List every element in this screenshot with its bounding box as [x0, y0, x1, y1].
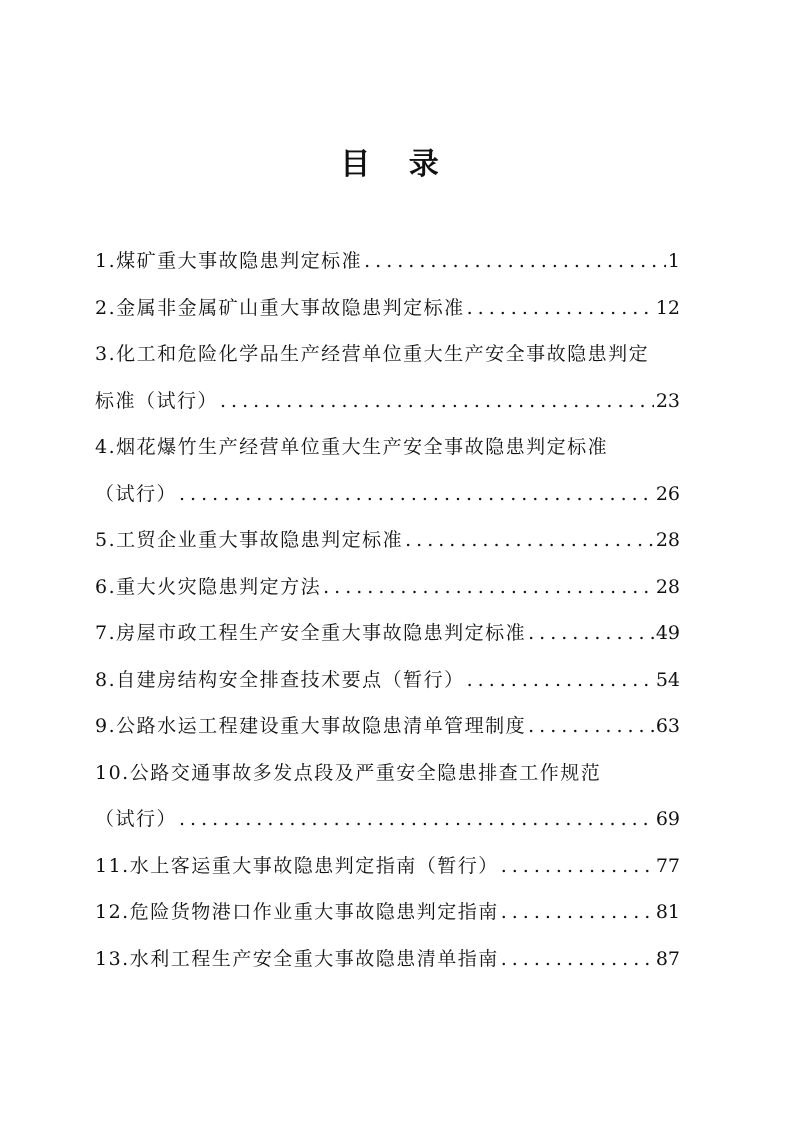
toc-entry-page: 28 [655, 529, 680, 551]
toc-entry-title: 7.房屋市政工程生产安全重大事故隐患判定标准 [95, 622, 527, 644]
leader-dots [179, 796, 654, 843]
leader-dots [220, 378, 654, 425]
toc-entry-title: 标准（试行） [95, 389, 219, 412]
toc-entry-title: 11.水上客运重大事故隐患判定指南（暂行） [95, 854, 499, 877]
toc-entry[interactable] [95, 564, 680, 611]
toc-entry[interactable] [95, 285, 680, 332]
toc-entry-title: 2.金属非金属矿山重大事故隐患判定标准 [95, 296, 465, 319]
toc-entry-page: 1 [667, 250, 680, 272]
toc-entry-title: 5.工贸企业重大事故隐患判定标准 [95, 529, 404, 551]
toc-entry-title: 10.公路交通事故多发点段及严重安全隐患排查工作规范 [95, 761, 602, 784]
toc-entry-page: 63 [655, 715, 680, 737]
leader-dots [405, 517, 654, 564]
toc-entry-page: 54 [655, 668, 680, 691]
toc-entry[interactable] [95, 936, 680, 983]
toc-entry-continuation[interactable] [95, 378, 680, 425]
toc-entry[interactable] [95, 424, 680, 471]
toc-entry-title: （试行） [95, 482, 178, 505]
toc-entry-page: 87 [655, 947, 680, 970]
toc-entry-title: 8.自建房结构安全排查技术要点（暂行） [95, 668, 465, 691]
toc-entry-title: 4.烟花爆竹生产经营单位重大生产安全事故隐患判定标准 [95, 436, 609, 458]
toc-entry-page: 26 [655, 482, 680, 505]
toc-entry-page: 69 [655, 808, 680, 830]
toc-entry-page: 49 [655, 622, 680, 644]
leader-dots [528, 610, 654, 657]
toc-entry-page: 23 [655, 389, 680, 412]
toc-entry[interactable] [95, 750, 680, 797]
toc-entry-title: 6.重大火灾隐患判定方法 [95, 575, 322, 598]
toc-entry-title: 3.化工和危险化学品生产经营单位重大生产安全事故隐患判定 [95, 343, 650, 365]
leader-dots [323, 564, 654, 611]
toc-entry-title: 1.煤矿重大事故隐患判定标准 [95, 250, 363, 272]
toc-entry-continuation[interactable] [95, 471, 680, 518]
toc-entry[interactable] [95, 238, 680, 285]
leader-dots [501, 889, 654, 936]
toc-entry-title: 12.危险货物港口作业重大事故隐患判定指南 [95, 901, 499, 923]
toc-entry-title: 13.水利工程生产安全重大事故隐患清单指南 [95, 947, 499, 970]
toc-entry[interactable] [95, 843, 680, 890]
toc-entry[interactable] [95, 657, 680, 704]
toc-entry[interactable] [95, 703, 680, 750]
toc-entry[interactable] [95, 610, 680, 657]
leader-dots [501, 936, 654, 983]
leader-dots [467, 657, 654, 704]
toc-entry-page: 77 [655, 854, 680, 877]
table-of-contents [95, 238, 680, 982]
toc-entry-title: （试行） [95, 808, 178, 830]
leader-dots [528, 703, 654, 750]
leader-dots [179, 471, 654, 518]
toc-entry[interactable] [95, 889, 680, 936]
toc-entry-continuation[interactable] [95, 796, 680, 843]
toc-entry-page: 28 [655, 575, 680, 598]
page-title: 目 录 [340, 147, 453, 182]
leader-dots [467, 285, 654, 332]
toc-entry-page: 12 [655, 296, 680, 319]
leader-dots [501, 843, 654, 890]
toc-entry-title: 9.公路水运工程建设重大事故隐患清单管理制度 [95, 715, 527, 737]
leader-dots [364, 238, 666, 285]
toc-entry[interactable] [95, 517, 680, 564]
toc-entry-page: 81 [655, 901, 680, 923]
toc-entry[interactable] [95, 331, 680, 378]
